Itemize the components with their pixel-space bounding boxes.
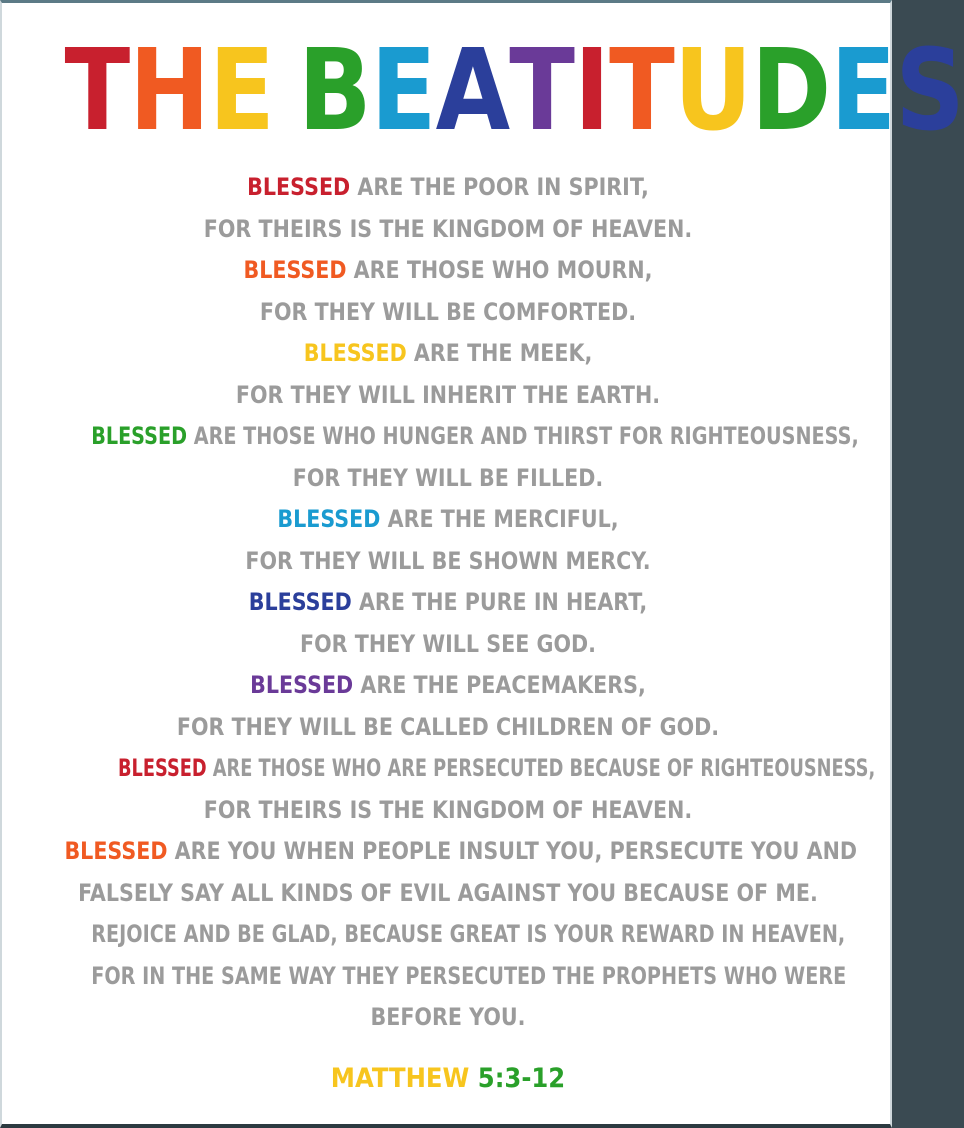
page-title <box>64 26 964 156</box>
beatitude-continuation <box>64 458 831 500</box>
blessed-word: BLESSED <box>64 837 168 865</box>
verses-list <box>2 167 894 1039</box>
beatitude-continuation <box>64 209 831 251</box>
blessed-word: BLESSED <box>250 671 354 699</box>
verse-text: REJOICE AND BE GLAD, BECAUSE GREAT IS YOUR REWARD IN HEAVEN, <box>91 920 846 948</box>
verse-text: ARE THE POOR IN SPIRIT, <box>357 173 649 201</box>
verse-text: ARE THE PURE IN HEART, <box>358 588 648 616</box>
verse-text: ARE THOSE WHO ARE PERSECUTED BECAUSE OF RIGHTEOUSNESS, <box>212 754 876 782</box>
beatitude-continuation <box>91 956 847 998</box>
beatitude-line <box>64 250 831 292</box>
title-letter: E <box>370 26 436 156</box>
beatitude-line <box>117 748 876 790</box>
title-letter: T <box>509 26 575 156</box>
title-letter: S <box>895 26 964 156</box>
verse-text: FOR THEY WILL SEE GOD. <box>300 629 596 658</box>
beatitude-continuation <box>64 624 831 666</box>
blessed-word: BLESSED <box>91 422 188 450</box>
scripture-reference <box>47 1059 850 1099</box>
blessed-word: BLESSED <box>277 505 381 533</box>
blessed-word: BLESSED <box>117 754 207 782</box>
verse-text: FOR THEIRS IS THE KINGDOM OF HEAVEN. <box>203 795 693 824</box>
title-letter: E <box>209 26 274 156</box>
blessed-word: BLESSED <box>248 588 352 616</box>
beatitude-continuation <box>64 707 831 749</box>
beatitude-continuation <box>64 790 831 832</box>
beatitude-line <box>64 499 831 541</box>
title-letter: D <box>751 26 831 156</box>
blessed-word: BLESSED <box>247 173 351 201</box>
beatitude-continuation <box>64 873 831 915</box>
verse-text: FOR THEIRS IS THE KINGDOM OF HEAVEN. <box>203 214 693 243</box>
beatitude-continuation <box>64 997 831 1039</box>
reference-chapter-verse: 5:3-12 <box>477 1063 566 1094</box>
beatitude-continuation <box>64 292 831 334</box>
beatitude-line <box>64 665 831 707</box>
beatitude-line <box>64 167 831 209</box>
title-letter: T <box>64 26 130 156</box>
beatitude-line <box>64 582 831 624</box>
title-letter: U <box>673 26 752 156</box>
verse-text: FOR THEY WILL BE SHOWN MERCY. <box>245 546 651 575</box>
title-letter: E <box>830 26 896 156</box>
title-letter: B <box>298 26 371 156</box>
verse-text: FOR THEY WILL BE CALLED CHILDREN OF GOD. <box>176 712 720 741</box>
beatitude-line <box>64 831 858 873</box>
verse-text: ARE THE MEEK, <box>413 339 593 367</box>
verse-text: ARE THE MERCIFUL, <box>387 505 619 533</box>
reference-book: MATTHEW <box>330 1063 470 1094</box>
verse-text: FOR THEY WILL BE COMFORTED. <box>259 297 637 326</box>
beatitude-continuation <box>91 914 846 956</box>
title-letter: A <box>435 26 510 156</box>
verse-text: BEFORE YOU. <box>370 1003 526 1031</box>
beatitude-continuation <box>64 375 831 417</box>
beatitude-continuation <box>64 541 831 583</box>
title-letter: I <box>574 26 610 156</box>
beatitude-line <box>91 416 859 458</box>
verse-text: FOR THEY WILL BE FILLED. <box>292 463 604 492</box>
verse-text: ARE YOU WHEN PEOPLE INSULT YOU, PERSECUTE YOU AND <box>174 837 858 865</box>
beatitude-line <box>64 333 831 375</box>
verse-text: FOR IN THE SAME WAY THEY PERSECUTED THE PROPHETS WHO WERE <box>91 961 847 990</box>
verse-text: FOR THEY WILL INHERIT THE EARTH. <box>235 380 661 409</box>
title-letter: H <box>129 26 210 156</box>
blessed-word: BLESSED <box>303 339 407 367</box>
verse-text: ARE THE PEACEMAKERS, <box>360 671 646 699</box>
title-space <box>274 31 298 151</box>
title-letter: T <box>609 26 674 156</box>
verse-text: FALSELY SAY ALL KINDS OF EVIL AGAINST YOU BECAUSE OF ME. <box>78 878 818 907</box>
blessed-word: BLESSED <box>243 256 347 284</box>
verse-text: ARE THOSE WHO MOURN, <box>353 256 653 284</box>
verse-text: ARE THOSE WHO HUNGER AND THIRST FOR RIGHTEOUSNESS, <box>193 422 859 450</box>
